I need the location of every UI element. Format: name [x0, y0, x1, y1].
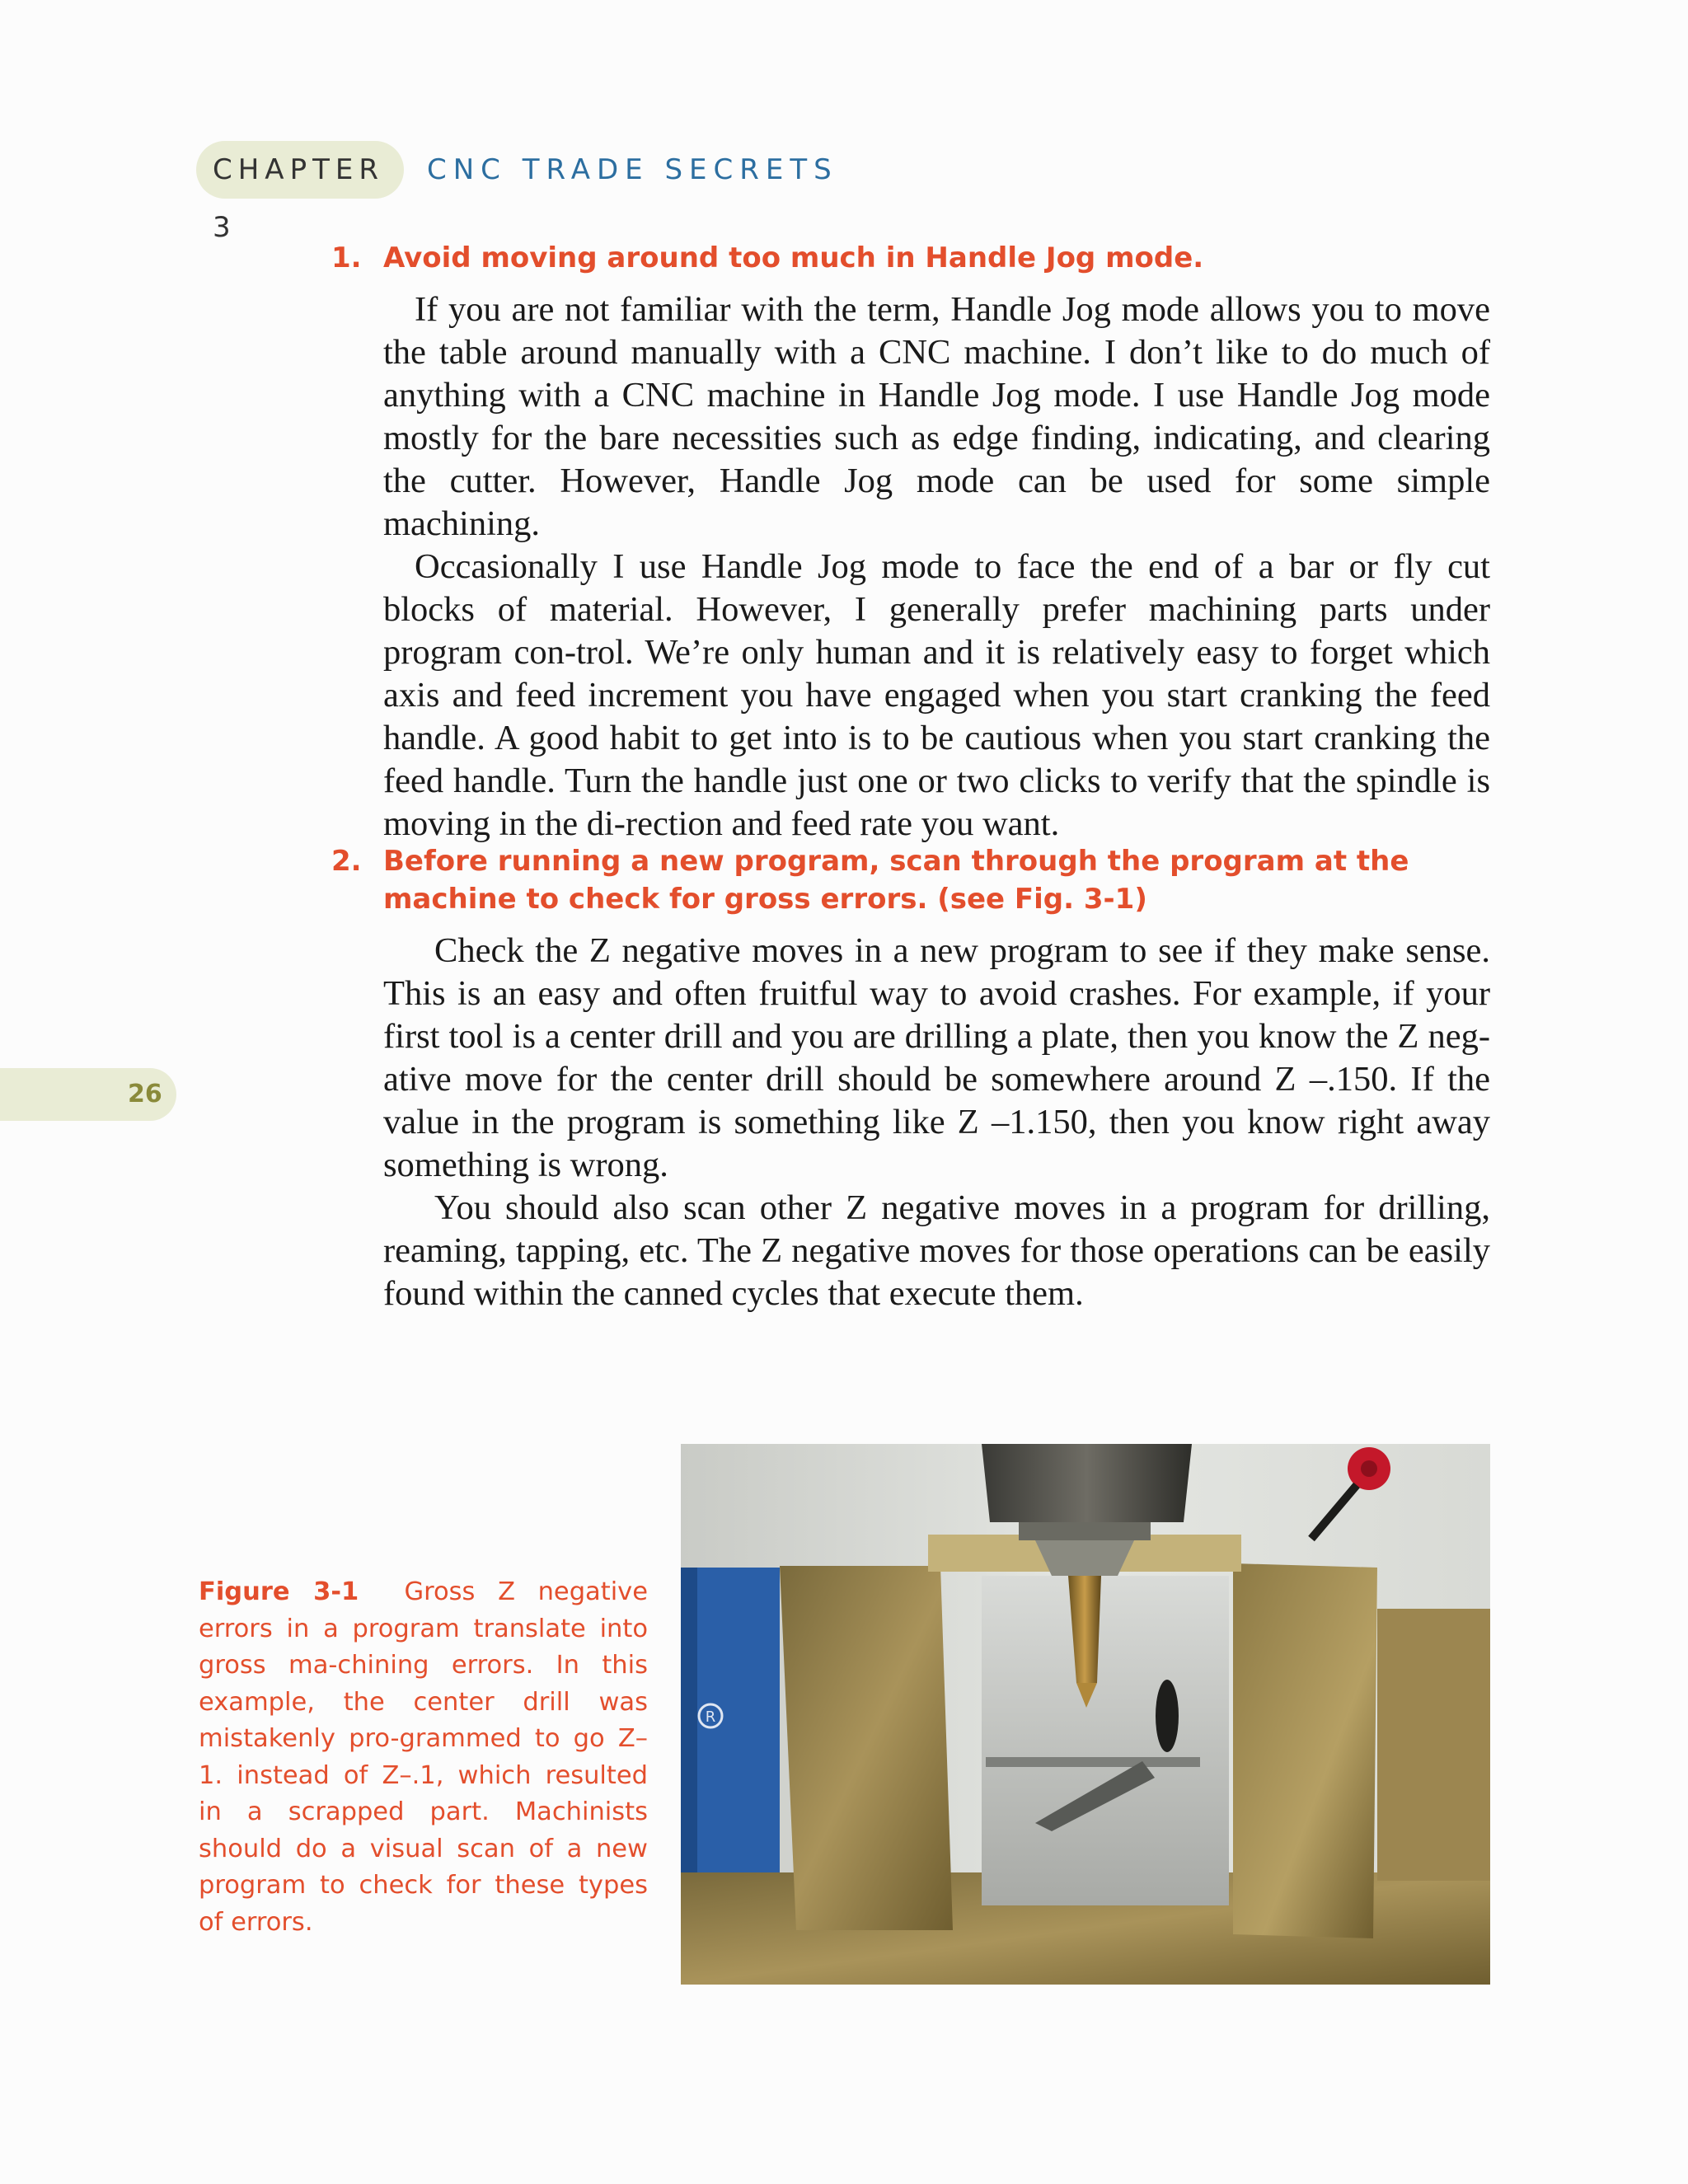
figure-caption-text: Gross Z negative errors in a program translate into gross ma-chining errors. In this example, the center drill was mistakenly pro-grammed to go Z–1. instead of Z–.1, which resulted in a scrapped part. Machinists should do a visual scan of a new program to check for these types of errors.	[199, 1577, 648, 1937]
item-2-paragraph-1: Check the Z negative moves in a new program to see if they make sense. This is an easy and often fruitful way to avoid crashes. For example, if your first tool is a center drill and you are drilling a plate, then you know the Z neg-ative move for the center drill should be somewhere around Z –.150. If the value in the program is something like Z –1.150, then you know right away something is wrong.	[383, 931, 1490, 1184]
item-1-paragraph-2: Occasionally I use Handle Jog mode to face the end of a bar or fly cut blocks of material. However, I generally prefer machining parts under program con-trol. We’re only human and it is relatively easy to forget which axis and feed increment you have engaged when you start cranking the feed handle. A good habit to get into is to be cautious when you start cranking the feed handle. Turn the handle just one or two clicks to verify that the spindle is moving in the di-rection and feed rate you want.	[383, 547, 1490, 843]
item-2-number: 2.	[331, 845, 362, 878]
item-1-paragraph-1: If you are not familiar with the term, Handle Jog mode allows you to move the table around manually with a CNC machine. I don’t like to do much of anything with a CNC machine in Handle Jog mode. I use Handle Jog mode mostly for the bare necessities such as edge finding, indicating, and clearing the cutter. However, Handle Jog mode can be used for some simple machining.	[383, 290, 1490, 543]
book-title: CNC TRADE SECRETS	[427, 153, 838, 186]
figure-photo	[681, 1444, 1490, 1985]
item-2-title: Before running a new program, scan through the program at the machine to check for gross errors. (see Fig. 3-1)	[383, 845, 1409, 916]
figure-label: Figure 3-1	[199, 1577, 359, 1606]
item-2-heading	[331, 842, 1493, 918]
item-2-body	[383, 930, 1490, 1315]
item-1-body	[383, 288, 1490, 846]
page-number: 26	[128, 1080, 162, 1108]
item-1-title: Avoid moving around too much in Handle Jog mode.	[383, 241, 1204, 274]
item-1-number: 1.	[331, 241, 362, 274]
running-header	[196, 140, 838, 244]
item-2-paragraph-2: You should also scan other Z negative moves in a program for drilling, reaming, tapping, etc. The Z negative moves for those operations can be easily found within the canned cycles that execute them.	[383, 1188, 1490, 1313]
item-1-heading	[331, 239, 1493, 277]
svg-text:R: R	[705, 1708, 716, 1726]
chapter-label: CHAPTER 3	[196, 141, 404, 199]
figure-caption	[199, 1574, 648, 1941]
